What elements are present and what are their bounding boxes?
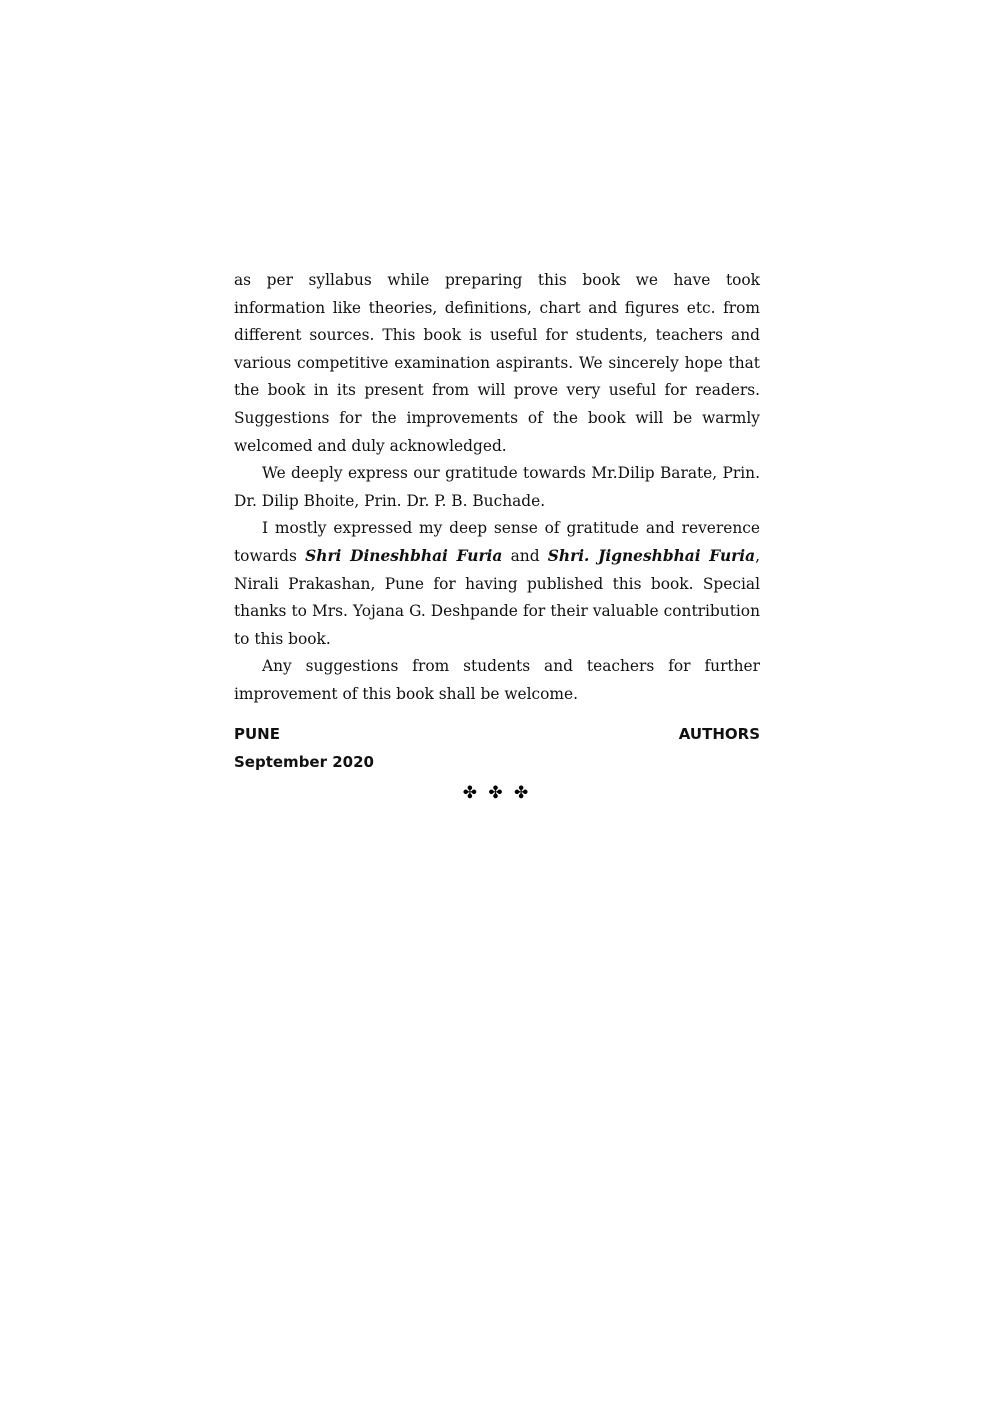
preface-paragraph-3 — [234, 515, 760, 653]
section-end-ornament: ✤ ✤ ✤ — [462, 782, 532, 803]
signoff-authors: AUTHORS — [678, 724, 760, 743]
signoff-place: PUNE — [234, 724, 280, 743]
signoff-row — [234, 720, 760, 748]
preface-paragraph-3-text-a: I mostly expressed my deep sense of gratitude and reverence towards — [234, 519, 760, 565]
publisher-name-2: Shri. Jigneshbhai Furia — [547, 546, 756, 565]
preface-paragraph-1: as per syllabus while preparing this book we have took information like theories, definitions, chart and figures etc. from different sources. This book is useful for students, teachers and various competitive examination aspirants. We sincerely hope that the book in its present from will prove very useful for readers. Suggestions for the improvements of the book will be warmly welcomed and duly acknowledged. — [234, 271, 760, 455]
preface-body — [234, 267, 760, 805]
signoff-block — [234, 720, 760, 776]
preface-paragraph-3-text-c: , Nirali Prakashan, Pune for having published this book. Special thanks to Mrs. Yojana G. Deshpande for their valuable contribution to this book. — [234, 546, 760, 648]
preface-paragraph-3-text-b: and — [502, 546, 548, 565]
publisher-name-1: Shri Dineshbhai Furia — [305, 546, 503, 565]
preface-paragraph-2: We deeply express our gratitude towards Mr.Dilip Barate, Prin. Dr. Dilip Bhoite, Prin. Dr. P. B. Buchade. — [234, 464, 760, 510]
preface-paragraph-4: Any suggestions from students and teachers for further improvement of this book shall be welcome. — [234, 657, 760, 703]
signoff-date: September 2020 — [234, 752, 374, 771]
